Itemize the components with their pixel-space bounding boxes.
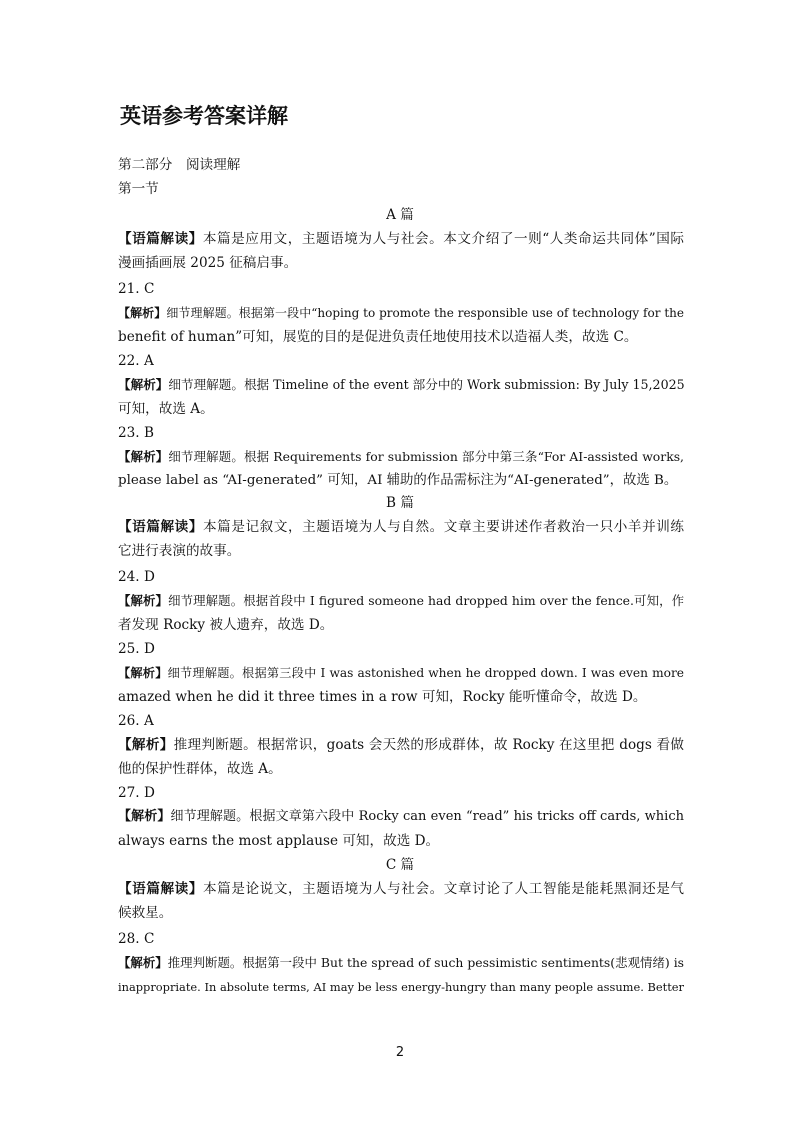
passage-c-intro-cont: 候救星。 (118, 905, 173, 921)
passage-a-heading: A 篇 (386, 207, 414, 223)
page-title: 英语参考答案详解 (120, 104, 288, 128)
part-heading: 第二部分 阅读理解 (118, 157, 241, 173)
passage-a-intro (118, 230, 684, 248)
answer-explanation-cont: 可知，故选 A。 (118, 401, 214, 417)
answer-explanation-cont: inappropriate. In absolute terms, AI may be less energy-hungry than many people assume. Better (118, 980, 684, 994)
answer-explanation-cont: benefit of human”可知，展览的目的是促进负责任地使用技术以造福人类，故选 C。 (118, 329, 638, 345)
answer-explanation-cont: amazed when he did it three times in a row 可知，Rocky 能听懂命令，故选 D。 (118, 689, 647, 705)
analysis-tag: 【解析】 (118, 955, 168, 970)
explanation-text: 细节理解题。根据文章第六段中 Rocky can even “read” his tricks off cards, which (170, 809, 684, 824)
answer-number: 27. D (118, 785, 155, 801)
page-number: 2 (395, 1045, 405, 1060)
analysis-tag: 【解析】 (118, 377, 169, 392)
intro-tag: 【语篇解读】 (118, 519, 203, 535)
answer-explanation (118, 376, 684, 394)
explanation-text: 推理判断题。根据常识，goats 会天然的形成群体，故 Rocky 在这里把 dogs 看做 (173, 737, 685, 753)
analysis-tag: 【解析】 (118, 306, 167, 320)
answer-explanation (118, 448, 684, 466)
answer-explanation (118, 808, 684, 826)
explanation-text: 细节理解题。根据 Requirements for submission 部分中第三条“For AI-assisted works, (168, 449, 684, 464)
analysis-tag: 【解析】 (118, 737, 174, 753)
analysis-tag: 【解析】 (118, 449, 169, 464)
answer-explanation-cont: always earns the most applause 可知，故选 D。 (118, 833, 440, 849)
answer-number: 26. A (118, 713, 154, 729)
answer-explanation (118, 664, 684, 682)
answer-number: 28. C (118, 931, 155, 947)
answer-number: 25. D (118, 641, 155, 657)
explanation-text: 细节理解题。根据第三段中 I was astonished when he dropped down. I was even more (167, 666, 684, 680)
answer-explanation (118, 954, 684, 972)
answer-explanation (118, 736, 684, 754)
intro-text: 本篇是应用文，主题语境为人与社会。本文介绍了一则“人类命运共同体”国际 (202, 231, 684, 247)
answer-number: 24. D (118, 569, 155, 585)
passage-b-intro-cont: 它进行表演的故事。 (118, 543, 241, 559)
intro-text: 本篇是记叙文，主题语境为人与自然。文章主要讲述作者救治一只小羊并训练 (203, 519, 685, 535)
explanation-text: 细节理解题。根据首段中 I figured someone had dropped him over the fence.可知，作 (168, 593, 685, 608)
intro-text: 本篇是论说文，主题语境为人与社会。文章讨论了人工智能是能耗黑洞还是气 (203, 881, 685, 897)
intro-tag: 【语篇解读】 (118, 881, 203, 897)
passage-c-intro (118, 880, 684, 898)
passage-b-intro (118, 518, 684, 536)
section-heading: 第一节 (118, 181, 159, 197)
analysis-tag: 【解析】 (118, 666, 168, 680)
passage-a-intro-cont: 漫画插画展 2025 征稿启事。 (118, 255, 298, 271)
intro-tag: 【语篇解读】 (118, 231, 203, 247)
answer-explanation-cont: please label as “AI-generated” 可知，AI 辅助的作品需标注为“AI-generated”，故选 B。 (118, 473, 678, 488)
analysis-tag: 【解析】 (118, 809, 171, 824)
answer-explanation-cont: 者发现 Rocky 被人遗弃，故选 D。 (118, 617, 334, 633)
answer-explanation (118, 592, 684, 610)
answer-explanation (118, 304, 684, 322)
answer-number: 23. B (118, 425, 154, 441)
answer-explanation-cont: 他的保护性群体，故选 A。 (118, 761, 282, 777)
analysis-tag: 【解析】 (118, 593, 169, 608)
answer-number: 21. C (118, 281, 155, 297)
explanation-text: 推理判断题。根据第一段中 But the spread of such pessimistic sentiments(悲观情绪) is (167, 955, 685, 970)
explanation-text: 细节理解题。根据 Timeline of the event 部分中的 Work submission: By July 15,2025 (168, 377, 685, 392)
passage-b-heading: B 篇 (386, 495, 414, 511)
answer-number: 22. A (118, 353, 154, 369)
explanation-text: 细节理解题。根据第一段中“hoping to promote the responsible use of technology for the (166, 306, 684, 320)
passage-c-heading: C 篇 (385, 857, 415, 873)
